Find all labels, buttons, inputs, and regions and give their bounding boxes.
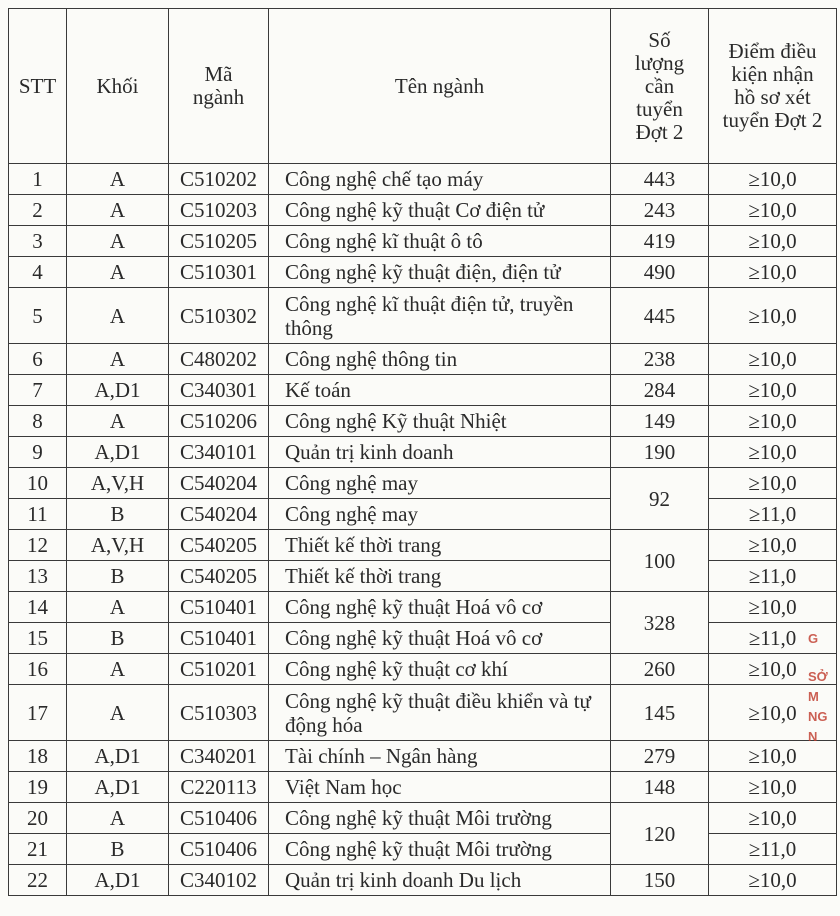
ten-nganh-cell: Tài chính – Ngân hàng bbox=[269, 741, 611, 772]
header-stt: STT bbox=[9, 9, 67, 164]
diem-cell: ≥10,0 bbox=[709, 803, 837, 834]
diem-cell: ≥10,0 bbox=[709, 772, 837, 803]
header-ten-nganh: Tên ngành bbox=[269, 9, 611, 164]
ma-nganh-cell: C510401 bbox=[169, 623, 269, 654]
stt-cell: 13 bbox=[9, 561, 67, 592]
khoi-cell: A bbox=[67, 803, 169, 834]
table-row bbox=[9, 406, 837, 437]
diem-cell: ≥10,0 bbox=[709, 288, 837, 344]
ma-nganh-cell: C340102 bbox=[169, 865, 269, 896]
table-row bbox=[9, 803, 837, 834]
diem-cell: ≥10,0 bbox=[709, 865, 837, 896]
ten-nganh-cell: Công nghệ kỹ thuật Môi trường bbox=[269, 834, 611, 865]
so-luong-cell: 148 bbox=[611, 772, 709, 803]
table-row bbox=[9, 865, 837, 896]
diem-cell: ≥10,0 bbox=[709, 257, 837, 288]
stt-cell: 17 bbox=[9, 685, 67, 741]
stamp-text: N bbox=[808, 729, 818, 744]
so-luong-cell: 149 bbox=[611, 406, 709, 437]
ten-nganh-cell: Kế toán bbox=[269, 375, 611, 406]
ten-nganh-cell: Công nghệ Kỹ thuật Nhiệt bbox=[269, 406, 611, 437]
diem-cell: ≥10,0 bbox=[709, 195, 837, 226]
khoi-cell: B bbox=[67, 834, 169, 865]
khoi-cell: B bbox=[67, 561, 169, 592]
khoi-cell: A,D1 bbox=[67, 437, 169, 468]
ma-nganh-cell: C480202 bbox=[169, 344, 269, 375]
stamp-text: NG bbox=[808, 709, 828, 724]
table-row bbox=[9, 834, 837, 865]
ten-nganh-cell: Công nghệ may bbox=[269, 468, 611, 499]
ten-nganh-cell: Quản trị kinh doanh bbox=[269, 437, 611, 468]
table-row bbox=[9, 592, 837, 623]
table-row bbox=[9, 623, 837, 654]
table-row bbox=[9, 164, 837, 195]
ten-nganh-cell: Quản trị kinh doanh Du lịch bbox=[269, 865, 611, 896]
table-row bbox=[9, 654, 837, 685]
ten-nganh-cell: Công nghệ thông tin bbox=[269, 344, 611, 375]
stt-cell: 11 bbox=[9, 499, 67, 530]
khoi-cell: B bbox=[67, 499, 169, 530]
stt-cell: 7 bbox=[9, 375, 67, 406]
stt-cell: 18 bbox=[9, 741, 67, 772]
so-luong-cell: 284 bbox=[611, 375, 709, 406]
diem-cell: ≥11,0 bbox=[709, 561, 837, 592]
so-luong-cell: 419 bbox=[611, 226, 709, 257]
ma-nganh-cell: C510406 bbox=[169, 803, 269, 834]
ten-nganh-cell: Công nghệ kỹ thuật điện, điện tử bbox=[269, 257, 611, 288]
stt-cell: 10 bbox=[9, 468, 67, 499]
admission-table bbox=[8, 8, 837, 896]
so-luong-cell: 243 bbox=[611, 195, 709, 226]
ma-nganh-cell: C340201 bbox=[169, 741, 269, 772]
stt-cell: 4 bbox=[9, 257, 67, 288]
diem-cell: ≥10,0 bbox=[709, 741, 837, 772]
so-luong-cell: 100 bbox=[611, 530, 709, 592]
ten-nganh-cell: Thiết kế thời trang bbox=[269, 530, 611, 561]
stt-cell: 22 bbox=[9, 865, 67, 896]
header-so-luong: Số lượng cần tuyển Đợt 2 bbox=[611, 9, 709, 164]
khoi-cell: A bbox=[67, 592, 169, 623]
ten-nganh-cell: Công nghệ kĩ thuật ô tô bbox=[269, 226, 611, 257]
so-luong-cell: 490 bbox=[611, 257, 709, 288]
khoi-cell: A bbox=[67, 344, 169, 375]
stt-cell: 9 bbox=[9, 437, 67, 468]
header-diem: Điểm điều kiện nhận hồ sơ xét tuyển Đợt 2 bbox=[709, 9, 837, 164]
ten-nganh-cell: Công nghệ kỹ thuật Hoá vô cơ bbox=[269, 623, 611, 654]
stt-cell: 2 bbox=[9, 195, 67, 226]
stt-cell: 8 bbox=[9, 406, 67, 437]
ma-nganh-cell: C340101 bbox=[169, 437, 269, 468]
khoi-cell: A,D1 bbox=[67, 375, 169, 406]
ma-nganh-cell: C510406 bbox=[169, 834, 269, 865]
khoi-cell: A,V,H bbox=[67, 468, 169, 499]
diem-cell: ≥10,0 bbox=[709, 654, 837, 685]
ten-nganh-cell: Công nghệ chế tạo máy bbox=[269, 164, 611, 195]
stt-cell: 14 bbox=[9, 592, 67, 623]
ma-nganh-cell: C510205 bbox=[169, 226, 269, 257]
ma-nganh-cell: C540205 bbox=[169, 561, 269, 592]
so-luong-cell: 328 bbox=[611, 592, 709, 654]
stt-cell: 1 bbox=[9, 164, 67, 195]
ten-nganh-cell: Thiết kế thời trang bbox=[269, 561, 611, 592]
ma-nganh-cell: C510301 bbox=[169, 257, 269, 288]
ten-nganh-cell: Công nghệ kỹ thuật cơ khí bbox=[269, 654, 611, 685]
diem-cell: ≥10,0 bbox=[709, 437, 837, 468]
stamp-text: M bbox=[808, 689, 819, 704]
table-row bbox=[9, 226, 837, 257]
ten-nganh-cell: Công nghệ kỹ thuật Hoá vô cơ bbox=[269, 592, 611, 623]
ma-nganh-cell: C510302 bbox=[169, 288, 269, 344]
table-row bbox=[9, 468, 837, 499]
khoi-cell: A bbox=[67, 195, 169, 226]
stamp-text: G bbox=[808, 631, 819, 646]
ma-nganh-cell: C510206 bbox=[169, 406, 269, 437]
ma-nganh-cell: C510201 bbox=[169, 654, 269, 685]
khoi-cell: A bbox=[67, 226, 169, 257]
khoi-cell: B bbox=[67, 623, 169, 654]
ma-nganh-cell: C540204 bbox=[169, 499, 269, 530]
khoi-cell: A bbox=[67, 164, 169, 195]
ma-nganh-cell: C510203 bbox=[169, 195, 269, 226]
diem-cell: ≥10,0 bbox=[709, 685, 837, 741]
stt-cell: 6 bbox=[9, 344, 67, 375]
table-row bbox=[9, 257, 837, 288]
table-row bbox=[9, 561, 837, 592]
table-row bbox=[9, 375, 837, 406]
diem-cell: ≥11,0 bbox=[709, 834, 837, 865]
khoi-cell: A bbox=[67, 288, 169, 344]
diem-cell: ≥10,0 bbox=[709, 468, 837, 499]
khoi-cell: A bbox=[67, 406, 169, 437]
diem-cell: ≥11,0 bbox=[709, 499, 837, 530]
khoi-cell: A,D1 bbox=[67, 865, 169, 896]
so-luong-cell: 260 bbox=[611, 654, 709, 685]
khoi-cell: A,D1 bbox=[67, 772, 169, 803]
stt-cell: 12 bbox=[9, 530, 67, 561]
stt-cell: 16 bbox=[9, 654, 67, 685]
ma-nganh-cell: C510202 bbox=[169, 164, 269, 195]
table-row bbox=[9, 685, 837, 741]
khoi-cell: A,D1 bbox=[67, 741, 169, 772]
diem-cell: ≥10,0 bbox=[709, 164, 837, 195]
stt-cell: 15 bbox=[9, 623, 67, 654]
stt-cell: 21 bbox=[9, 834, 67, 865]
table-row bbox=[9, 195, 837, 226]
so-luong-cell: 120 bbox=[611, 803, 709, 865]
stamp-text: SỞ bbox=[808, 669, 828, 684]
table-row bbox=[9, 772, 837, 803]
ma-nganh-cell: C540205 bbox=[169, 530, 269, 561]
official-stamp bbox=[808, 628, 840, 818]
ma-nganh-cell: C220113 bbox=[169, 772, 269, 803]
table-row bbox=[9, 499, 837, 530]
ma-nganh-cell: C510401 bbox=[169, 592, 269, 623]
so-luong-cell: 445 bbox=[611, 288, 709, 344]
diem-cell: ≥10,0 bbox=[709, 226, 837, 257]
table-row bbox=[9, 741, 837, 772]
ten-nganh-cell: Công nghệ kỹ thuật Cơ điện tử bbox=[269, 195, 611, 226]
diem-cell: ≥10,0 bbox=[709, 406, 837, 437]
ten-nganh-cell: Việt Nam học bbox=[269, 772, 611, 803]
so-luong-cell: 190 bbox=[611, 437, 709, 468]
table-row bbox=[9, 288, 837, 344]
header-khoi: Khối bbox=[67, 9, 169, 164]
ma-nganh-cell: C510303 bbox=[169, 685, 269, 741]
khoi-cell: A bbox=[67, 685, 169, 741]
ma-nganh-cell: C540204 bbox=[169, 468, 269, 499]
stt-cell: 20 bbox=[9, 803, 67, 834]
stt-cell: 3 bbox=[9, 226, 67, 257]
so-luong-cell: 150 bbox=[611, 865, 709, 896]
khoi-cell: A bbox=[67, 257, 169, 288]
diem-cell: ≥10,0 bbox=[709, 344, 837, 375]
header-row bbox=[9, 9, 837, 164]
header-ma-nganh: Mã ngành bbox=[169, 9, 269, 164]
so-luong-cell: 443 bbox=[611, 164, 709, 195]
diem-cell: ≥11,0 bbox=[709, 623, 837, 654]
so-luong-cell: 238 bbox=[611, 344, 709, 375]
khoi-cell: A bbox=[67, 654, 169, 685]
so-luong-cell: 92 bbox=[611, 468, 709, 530]
stt-cell: 5 bbox=[9, 288, 67, 344]
stt-cell: 19 bbox=[9, 772, 67, 803]
ma-nganh-cell: C340301 bbox=[169, 375, 269, 406]
ten-nganh-cell: Công nghệ kĩ thuật điện tử, truyền thông bbox=[269, 288, 611, 344]
table-row bbox=[9, 344, 837, 375]
table-row bbox=[9, 437, 837, 468]
ten-nganh-cell: Công nghệ kỹ thuật điều khiển và tự động hóa bbox=[269, 685, 611, 741]
diem-cell: ≥10,0 bbox=[709, 375, 837, 406]
table-row bbox=[9, 530, 837, 561]
ten-nganh-cell: Công nghệ kỹ thuật Môi trường bbox=[269, 803, 611, 834]
so-luong-cell: 279 bbox=[611, 741, 709, 772]
diem-cell: ≥10,0 bbox=[709, 530, 837, 561]
ten-nganh-cell: Công nghệ may bbox=[269, 499, 611, 530]
khoi-cell: A,V,H bbox=[67, 530, 169, 561]
diem-cell: ≥10,0 bbox=[709, 592, 837, 623]
so-luong-cell: 145 bbox=[611, 685, 709, 741]
